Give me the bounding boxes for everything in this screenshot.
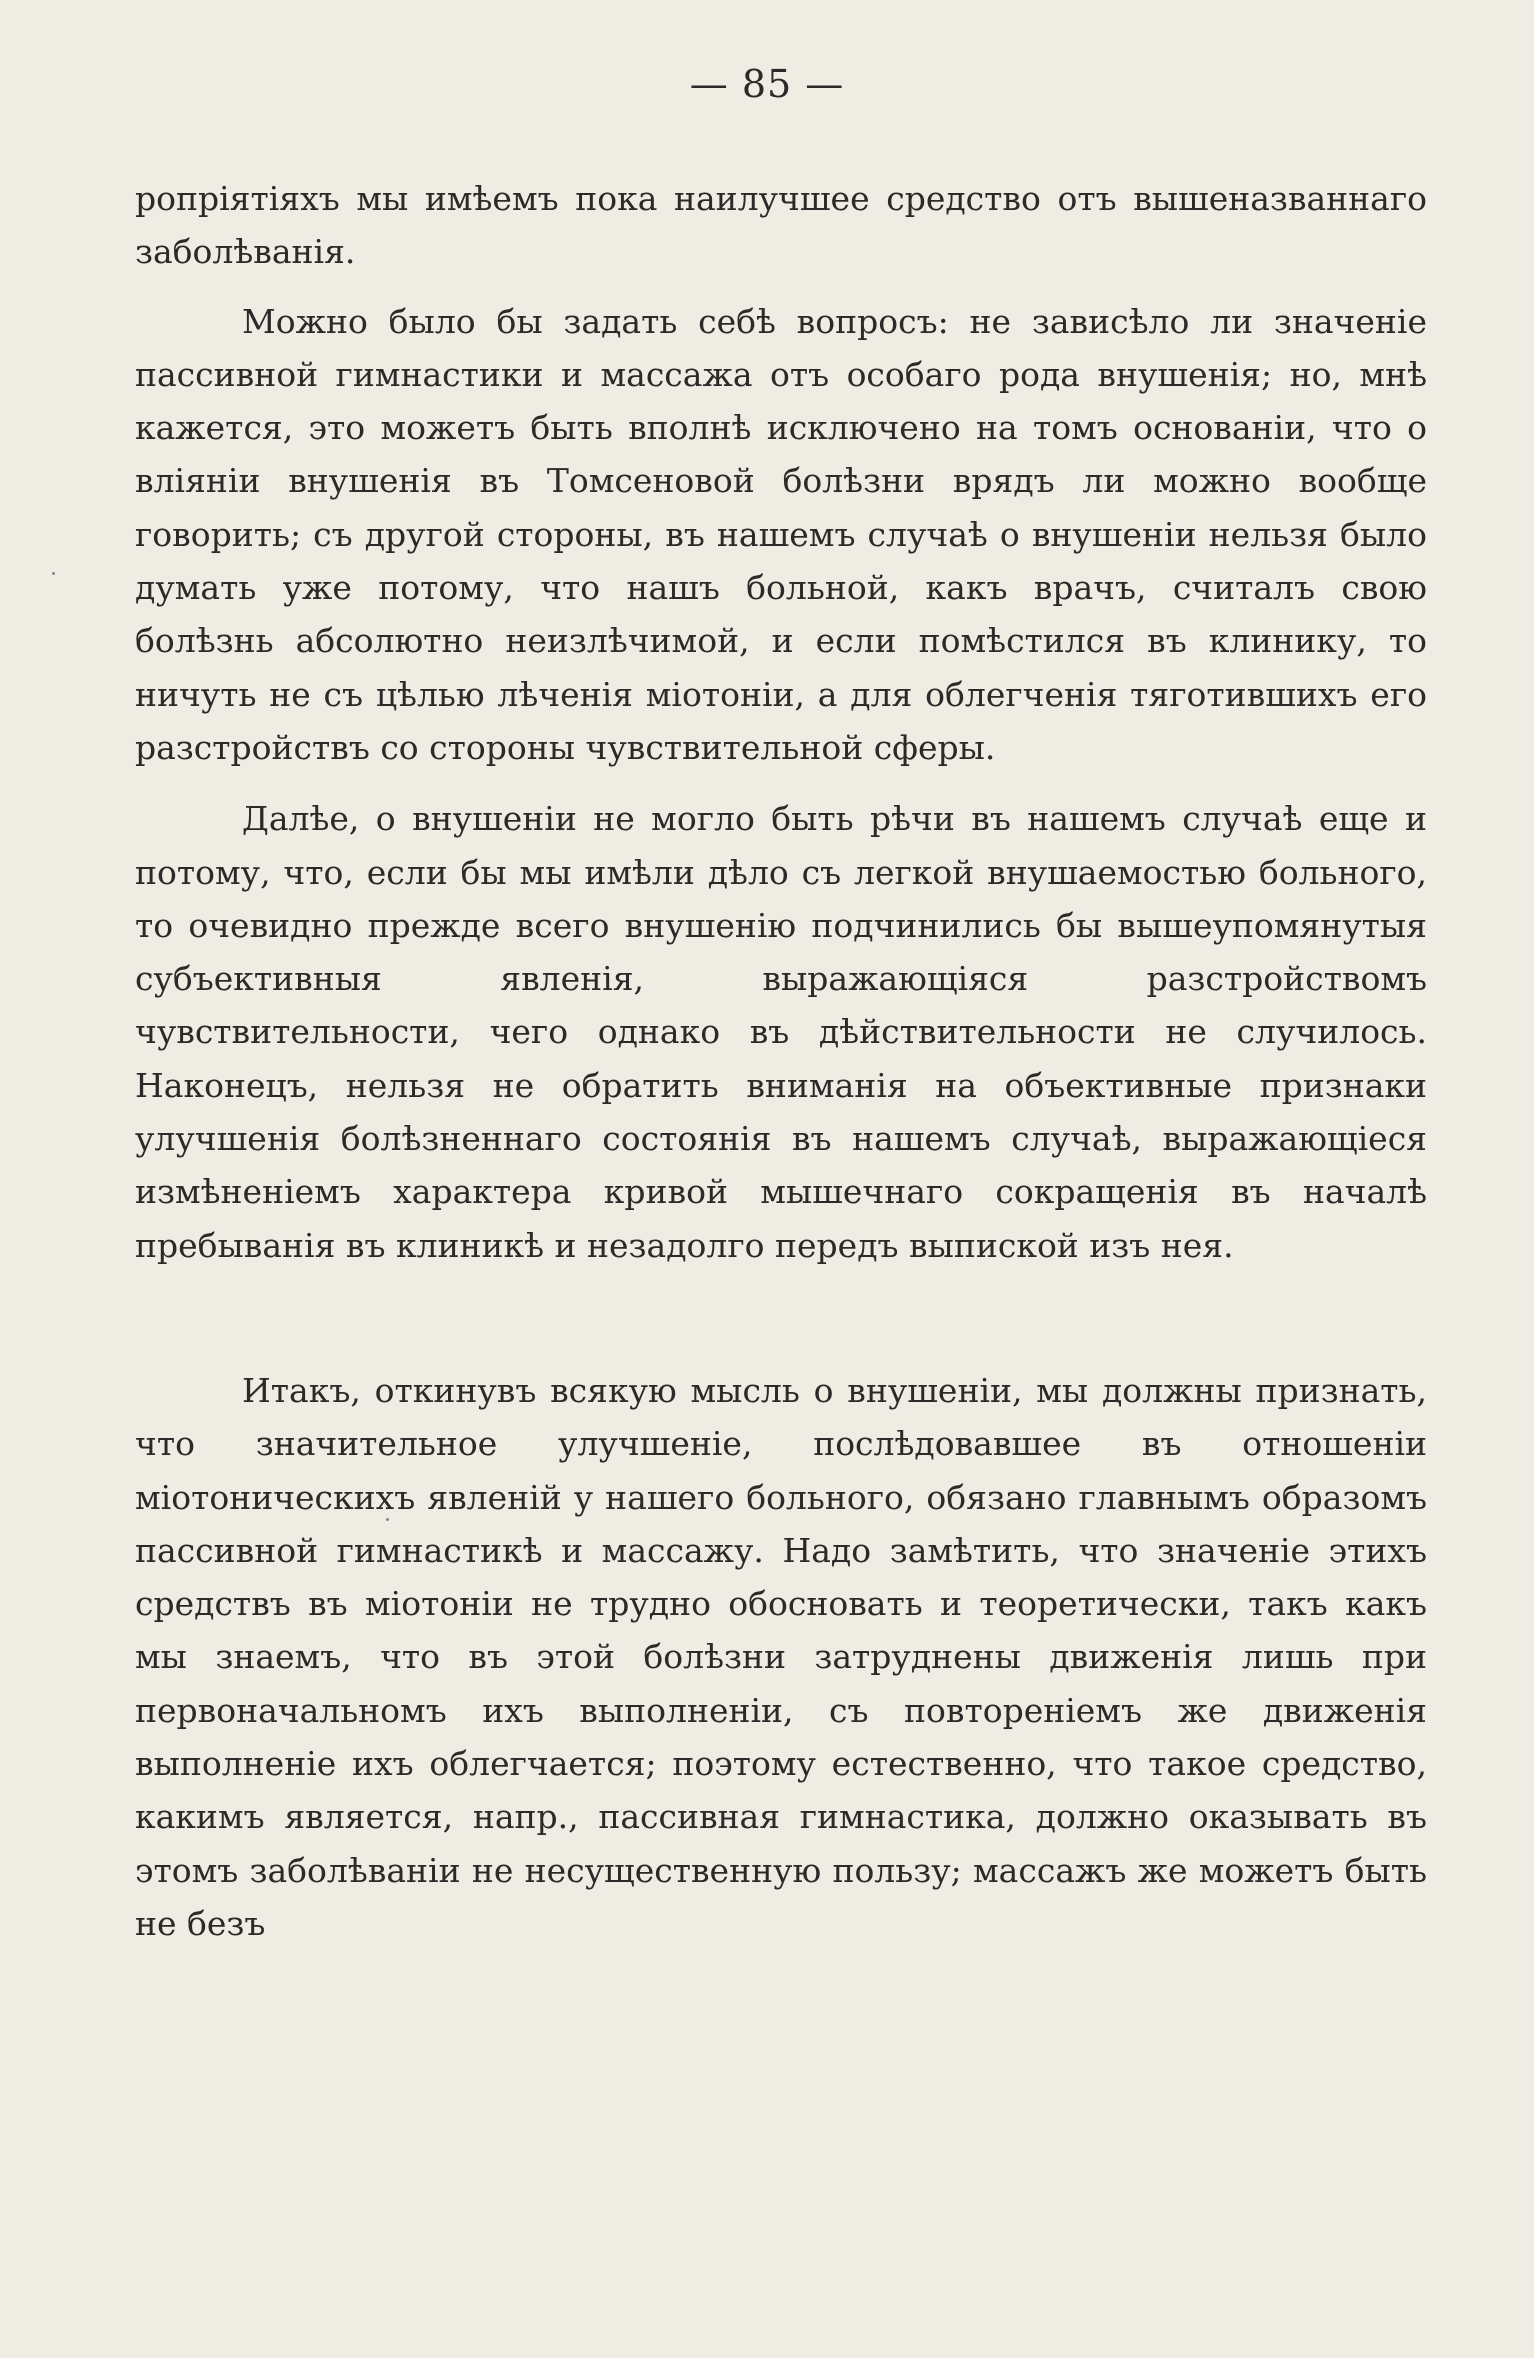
scan-speck — [386, 1518, 389, 1521]
page-number: — 85 — — [689, 62, 845, 106]
paragraph-further-arguments: Далѣе, о внушеніи не могло быть рѣчи въ нашемъ случаѣ еще и потому, что, если бы мы имѣли дѣло съ легкой внушаемостью больного, то очевидно прежде всего внушенію подчинились бы вышеупомянутыя субъективныя явленія, выражающіяся разстройствомъ чувствительности, чего однако въ дѣйствительности не случилось. Наконецъ, нельзя не обратить вниманія на объективные признаки улучшенія болѣзненнаго состоянія въ нашемъ случаѣ, выражающіеся измѣненіемъ характера кривой мышечнаго сокращенія въ началѣ пребыванія въ клиникѣ и незадолго передъ выпиской изъ нея. — [135, 799, 1427, 1265]
paragraph-continuation: ропріятіяхъ мы имѣемъ пока наилучшее средство отъ вышеназваннаго заболѣванія. — [135, 179, 1427, 272]
body-text — [135, 172, 1427, 1950]
scan-speck — [52, 572, 55, 575]
paragraph-conclusion: Итакъ, откинувъ всякую мысль о внушеніи, мы должны признать, что значительное улучшеніе, послѣдовавшее въ отношеніи міотоническихъ явленій у нашего больного, обязано главнымъ образомъ пассивной гимнастикѣ и массажу. Надо замѣтить, что значеніе этихъ средствъ въ міотоніи не трудно обосновать и теоретически, такъ какъ мы знаемъ, что въ этой болѣзни затруднены движенія лишь при первоначальномъ ихъ выполненіи, съ повтореніемъ же движенія выполненіе ихъ облегчается; поэтому естественно, что такое средство, какимъ является, напр., пассивная гимнастика, должно оказывать въ этомъ заболѣваніи не несущественную пользу; массажъ же можетъ быть не безъ — [135, 1370, 1427, 1943]
paragraph-suggestion-question: Можно было бы задать себѣ вопросъ: не зависѣло ли значеніе пассивной гимнастики и массажа отъ особаго рода внушенія; но, мнѣ кажется, это можетъ быть вполнѣ исключено на томъ основаніи, что о вліяніи внушенія въ Томсеновой болѣзни врядъ ли можно вообще говорить; съ другой стороны, въ нашемъ случаѣ о внушеніи нельзя было думать уже потому, что нашъ больной, какъ врачъ, считалъ свою болѣзнь абсолютно неизлѣчимой, и если помѣстился въ клинику, то ничуть не съ цѣлью лѣченія міотоніи, а для облегченія тяготившихъ его разстройствъ со стороны чувствительной сферы. — [135, 301, 1427, 767]
